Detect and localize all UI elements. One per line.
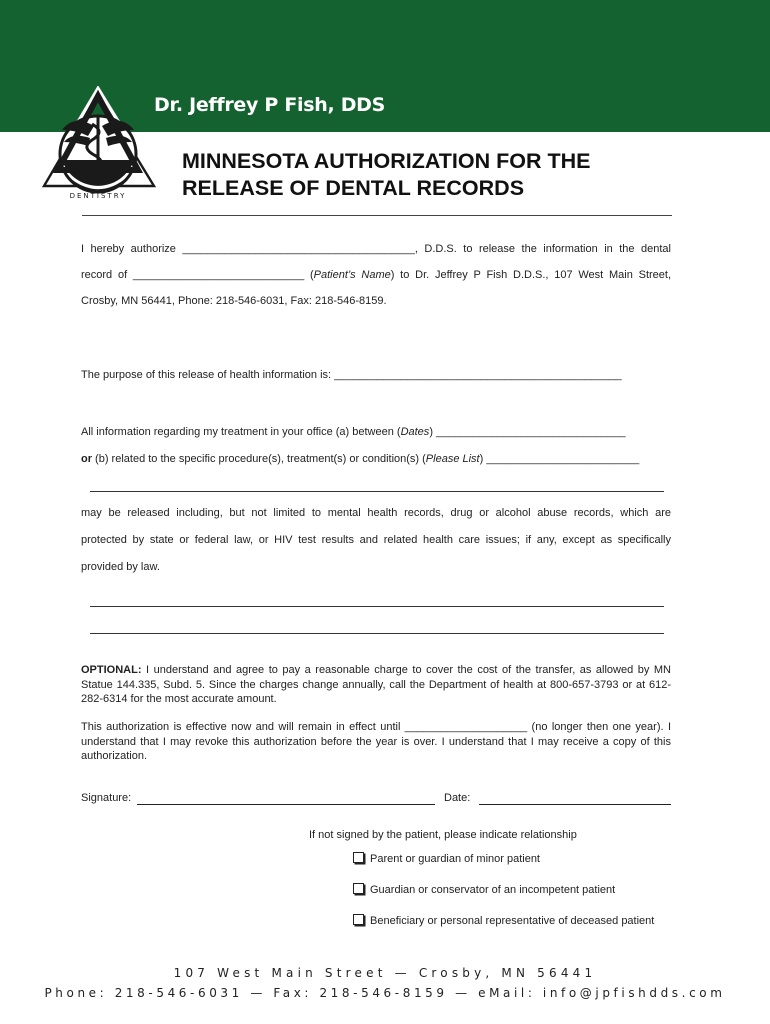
treatment-dates-blank: ) _______________________________	[429, 426, 626, 438]
logo-text: DENTISTRY	[69, 192, 127, 200]
form-title-line2: RELEASE OF DENTAL RECORDS	[182, 176, 525, 200]
procedures-text: (b) related to the specific procedure(s), treatment(s) or condition(s) (	[92, 453, 426, 465]
option-guardian-conservator[interactable]	[353, 883, 615, 896]
signature-label: Signature:	[81, 792, 132, 804]
authorize-line-1: I hereby authorize ______________________________________, D.D.S. to release the information in the dental	[81, 243, 671, 255]
authorize-recipient-text: ) to Dr. Jeffrey P Fish D.D.S., 107 West Main Street,	[390, 269, 672, 281]
optional-text: I understand and agree to pay a reasonable charge to cover the cost of the transfer, as allowed by MN Statue 144.335, Subd. 5. Since the charges change annually, call the Department of health at 800-657-3793 or at 612-282-6314 for the most accurate amount.	[81, 664, 671, 705]
patient-name-hint: Patient’s Name	[313, 269, 391, 281]
option-parent-guardian[interactable]	[353, 852, 540, 865]
option-beneficiary[interactable]	[353, 914, 654, 927]
procedures-line	[81, 453, 671, 465]
date-field[interactable]	[479, 804, 671, 805]
relationship-prompt: If not signed by the patient, please indicate relationship	[309, 829, 577, 841]
date-label: Date:	[444, 792, 471, 804]
signature-field[interactable]	[137, 804, 435, 805]
treatment-dates-text: All information regarding my treatment in your office (a) between (	[81, 426, 401, 438]
dental-caduceus-logo-icon	[36, 86, 164, 216]
purpose-line: The purpose of this release of health information is: _______________________________________________	[81, 369, 622, 381]
authorize-record-text: record of ____________________________ (	[81, 269, 314, 281]
released-line-1: may be released including, but not limited to mental health records, drug or alcohol abuse records, which are	[81, 507, 671, 519]
title-divider	[82, 215, 672, 216]
footer-contact: Phone: 218-546-6031 — Fax: 218-546-8159 — eMail: info@jpfishdds.com	[44, 986, 726, 1000]
additional-blank-line-1[interactable]	[90, 606, 664, 607]
practice-name: Dr. Jeffrey P Fish, DDS	[154, 94, 386, 116]
treatment-dates-line	[81, 426, 671, 438]
option-label: Guardian or conservator of an incompetent patient	[370, 884, 616, 896]
please-list-hint: Please List	[425, 453, 480, 465]
additional-blank-line-2[interactable]	[90, 633, 664, 634]
form-title-line1: MINNESOTA AUTHORIZATION FOR THE	[182, 149, 591, 173]
option-label: Parent or guardian of minor patient	[370, 853, 540, 865]
released-line-3: provided by law.	[81, 561, 160, 573]
dates-hint: Dates	[400, 426, 430, 438]
or-label: or	[81, 453, 92, 465]
optional-paragraph	[81, 663, 671, 707]
procedures-blank-line[interactable]	[90, 491, 664, 492]
authorize-line-2	[81, 269, 671, 281]
checkbox[interactable]	[353, 852, 364, 863]
form-title	[182, 148, 702, 202]
optional-label: OPTIONAL:	[81, 664, 142, 676]
footer-address: 107 West Main Street — Crosby, MN 56441	[173, 966, 597, 980]
released-line-2: protected by state or federal law, or HIV test results and related health care issues; if any, except as specifically	[81, 534, 671, 546]
option-label: Beneficiary or personal representative of deceased patient	[370, 915, 655, 927]
effective-paragraph: This authorization is effective now and will remain in effect until ____________________ (no longer then one year). I understand that I may revoke this authorization before the year is over. I understand that I may receive a copy of this authorization.	[81, 721, 671, 762]
authorize-line-3: Crosby, MN 56441, Phone: 218-546-6031, Fax: 218-546-8159.	[81, 295, 387, 307]
checkbox[interactable]	[353, 914, 364, 925]
procedures-blank: ) _________________________	[479, 453, 640, 465]
checkbox[interactable]	[353, 883, 364, 894]
